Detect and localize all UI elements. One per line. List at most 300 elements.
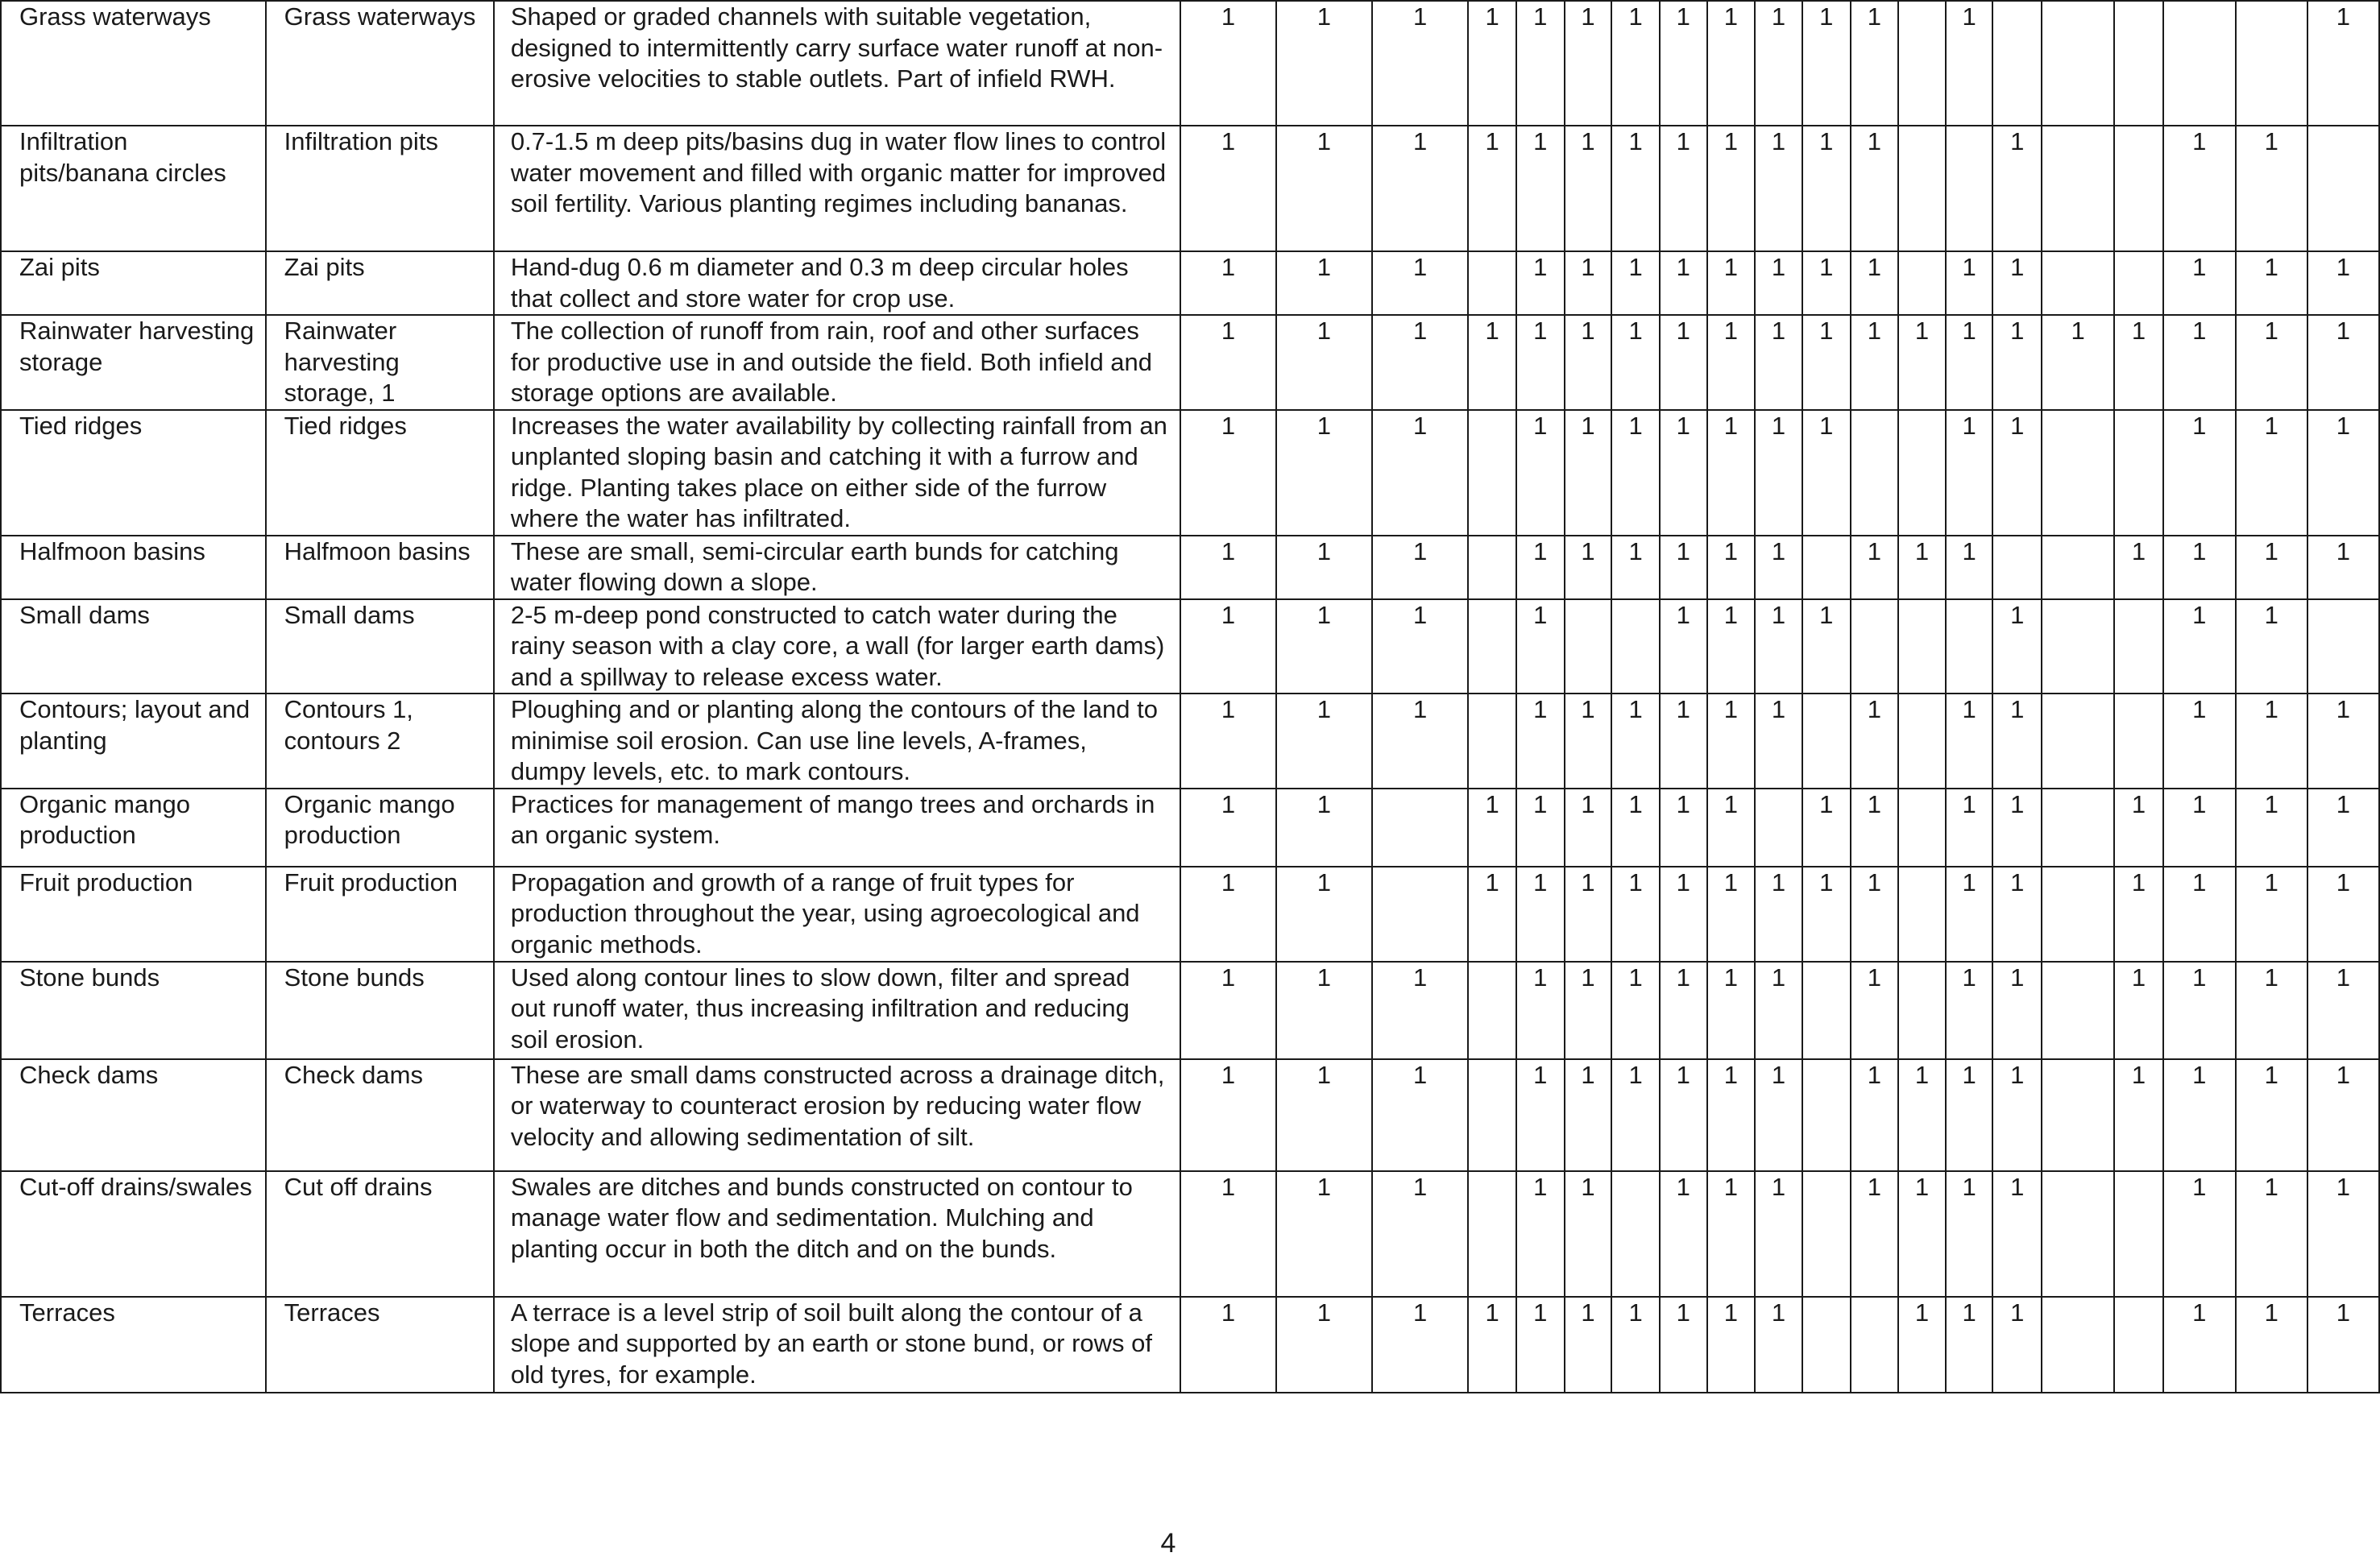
mark-cell [2042, 1171, 2114, 1297]
mark-cell: 1 [1180, 1, 1275, 126]
practice-name-cell: Stone bunds [1, 962, 266, 1059]
mark-cell: 1 [1516, 599, 1565, 694]
mark-cell: 1 [1565, 1297, 1612, 1393]
practice-name-cell: Check dams [1, 1059, 266, 1171]
table-row [1, 1, 2379, 126]
mark-cell: 1 [1180, 962, 1275, 1059]
mark-cell: 1 [1276, 1297, 1372, 1393]
mark-cell: 1 [1755, 536, 1802, 599]
mark-cell: 1 [1516, 789, 1565, 867]
mark-cell [2114, 126, 2163, 251]
mark-cell: 1 [1468, 126, 1516, 251]
mark-cell [1611, 599, 1660, 694]
mark-cell [1565, 599, 1612, 694]
mark-cell [1611, 1171, 1660, 1297]
mark-cell: 1 [1707, 410, 1756, 536]
mark-cell: 1 [1372, 251, 1468, 315]
mark-cell: 1 [1468, 789, 1516, 867]
mark-cell [1468, 599, 1516, 694]
mark-cell [1468, 1059, 1516, 1171]
mark-cell: 1 [1611, 126, 1660, 251]
mark-cell: 1 [1851, 1171, 1899, 1297]
mark-cell: 1 [2236, 1297, 2307, 1393]
mark-cell: 1 [1992, 962, 2042, 1059]
mark-cell: 1 [1946, 1, 1993, 126]
mark-cell: 1 [1660, 694, 1707, 789]
practice-description-cell: Ploughing and or planting along the contours of the land to minimise soil erosion. Can use line levels, A-frames, dumpy levels, etc. to mark contours. [494, 694, 1181, 789]
mark-cell: 1 [1802, 1, 1851, 126]
mark-cell: 1 [1611, 1, 1660, 126]
mark-cell: 1 [1992, 789, 2042, 867]
mark-cell [2042, 1, 2114, 126]
mark-cell [1372, 867, 1468, 962]
mark-cell [2114, 1297, 2163, 1393]
mark-cell: 1 [1660, 1, 1707, 126]
mark-cell: 1 [1611, 694, 1660, 789]
mark-cell: 1 [1516, 315, 1565, 410]
practice-description-cell: 2-5 m-deep pond constructed to catch water during the rainy season with a clay core, a wall (for larger earth dams) and a spillway to release excess water. [494, 599, 1181, 694]
mark-cell: 1 [1851, 962, 1899, 1059]
practice-description-cell: Hand-dug 0.6 m diameter and 0.3 m deep circular holes that collect and store water for crop use. [494, 251, 1181, 315]
mark-cell [2114, 1, 2163, 126]
mark-cell [1946, 126, 1993, 251]
mark-cell: 1 [1516, 126, 1565, 251]
mark-cell [1468, 962, 1516, 1059]
mark-cell: 1 [1276, 315, 1372, 410]
practice-description-cell: These are small, semi-circular earth bunds for catching water flowing down a slope. [494, 536, 1181, 599]
mark-cell: 1 [1660, 962, 1707, 1059]
mark-cell [2163, 1, 2236, 126]
mark-cell: 1 [2307, 1059, 2379, 1171]
mark-cell: 1 [1755, 867, 1802, 962]
mark-cell [1802, 962, 1851, 1059]
mark-cell [2114, 599, 2163, 694]
mark-cell: 1 [1565, 867, 1612, 962]
mark-cell: 1 [1611, 410, 1660, 536]
mark-cell [1802, 1171, 1851, 1297]
practice-description-cell: Propagation and growth of a range of fruit types for production throughout the year, using agroecological and organic methods. [494, 867, 1181, 962]
mark-cell [2307, 599, 2379, 694]
mark-cell: 1 [1565, 536, 1612, 599]
mark-cell: 1 [1180, 1297, 1275, 1393]
mark-cell: 1 [2163, 789, 2236, 867]
mark-cell: 1 [2163, 1297, 2236, 1393]
mark-cell: 1 [1707, 789, 1756, 867]
mark-cell [1898, 1, 1946, 126]
practice-name-cell: Terraces [1, 1297, 266, 1393]
mark-cell: 1 [1180, 536, 1275, 599]
table-row [1, 251, 2379, 315]
mark-cell: 1 [2307, 536, 2379, 599]
mark-cell: 1 [1898, 315, 1946, 410]
mark-cell: 1 [1565, 1059, 1612, 1171]
mark-cell [2236, 1, 2307, 126]
mark-cell: 1 [1372, 410, 1468, 536]
mark-cell: 1 [1516, 1297, 1565, 1393]
mark-cell: 1 [1468, 1297, 1516, 1393]
mark-cell: 1 [1707, 962, 1756, 1059]
mark-cell: 1 [1276, 867, 1372, 962]
mark-cell: 1 [1180, 599, 1275, 694]
mark-cell: 1 [2236, 694, 2307, 789]
mark-cell [1468, 694, 1516, 789]
mark-cell: 1 [1802, 789, 1851, 867]
mark-cell: 1 [1180, 694, 1275, 789]
practice-name-cell: Organic mango production [1, 789, 266, 867]
mark-cell: 1 [1802, 251, 1851, 315]
mark-cell: 1 [2307, 1171, 2379, 1297]
practice-short-name-cell: Stone bunds [266, 962, 494, 1059]
mark-cell: 1 [2163, 694, 2236, 789]
mark-cell: 1 [1372, 962, 1468, 1059]
practice-short-name-cell: Infiltration pits [266, 126, 494, 251]
mark-cell: 1 [2307, 867, 2379, 962]
mark-cell: 1 [1660, 1059, 1707, 1171]
mark-cell: 1 [2236, 599, 2307, 694]
mark-cell: 1 [1755, 694, 1802, 789]
mark-cell: 1 [1851, 694, 1899, 789]
table-row [1, 1171, 2379, 1297]
mark-cell [2114, 251, 2163, 315]
practice-short-name-cell: Small dams [266, 599, 494, 694]
mark-cell [2307, 126, 2379, 251]
mark-cell: 1 [1660, 315, 1707, 410]
mark-cell [1468, 1171, 1516, 1297]
mark-cell: 1 [1276, 599, 1372, 694]
mark-cell: 1 [2163, 410, 2236, 536]
mark-cell [2114, 694, 2163, 789]
table-row [1, 789, 2379, 867]
mark-cell: 1 [1802, 315, 1851, 410]
practice-description-cell: Swales are ditches and bunds constructed on contour to manage water flow and sedimentation. Mulching and planting occur in both the ditch and on the bunds. [494, 1171, 1181, 1297]
mark-cell: 1 [1611, 1297, 1660, 1393]
mark-cell: 1 [1611, 315, 1660, 410]
mark-cell: 1 [1372, 599, 1468, 694]
mark-cell [1946, 599, 1993, 694]
mark-cell: 1 [1851, 315, 1899, 410]
mark-cell: 1 [1898, 536, 1946, 599]
mark-cell: 1 [2307, 694, 2379, 789]
mark-cell: 1 [1180, 1171, 1275, 1297]
practice-description-cell: Used along contour lines to slow down, filter and spread out runoff water, thus increasing infiltration and reducing soil erosion. [494, 962, 1181, 1059]
practice-short-name-cell: Contours 1, contours 2 [266, 694, 494, 789]
mark-cell: 1 [1898, 1059, 1946, 1171]
mark-cell: 1 [1898, 1171, 1946, 1297]
practice-short-name-cell: Fruit production [266, 867, 494, 962]
mark-cell: 1 [1755, 1297, 1802, 1393]
mark-cell: 1 [1851, 536, 1899, 599]
mark-cell: 1 [2307, 315, 2379, 410]
mark-cell: 1 [1707, 1171, 1756, 1297]
mark-cell: 1 [1372, 315, 1468, 410]
mark-cell [1898, 962, 1946, 1059]
mark-cell: 1 [1660, 251, 1707, 315]
mark-cell: 1 [1707, 126, 1756, 251]
mark-cell: 1 [1851, 789, 1899, 867]
mark-cell: 1 [1516, 694, 1565, 789]
mark-cell: 1 [1992, 410, 2042, 536]
mark-cell [1992, 1, 2042, 126]
mark-cell: 1 [1755, 315, 1802, 410]
mark-cell: 1 [2236, 536, 2307, 599]
mark-cell: 1 [1180, 867, 1275, 962]
mark-cell: 1 [2163, 867, 2236, 962]
mark-cell: 1 [1946, 694, 1993, 789]
practice-short-name-cell: Grass waterways [266, 1, 494, 126]
mark-cell [1755, 789, 1802, 867]
mark-cell: 1 [1802, 599, 1851, 694]
mark-cell: 1 [1992, 867, 2042, 962]
mark-cell: 1 [1992, 1297, 2042, 1393]
mark-cell: 1 [1565, 1, 1612, 126]
mark-cell: 1 [1851, 251, 1899, 315]
mark-cell: 1 [1611, 1059, 1660, 1171]
practice-name-cell: Tied ridges [1, 410, 266, 536]
mark-cell: 1 [1468, 867, 1516, 962]
mark-cell: 1 [1946, 1059, 1993, 1171]
practice-short-name-cell: Cut off drains [266, 1171, 494, 1297]
mark-cell [2114, 410, 2163, 536]
mark-cell: 1 [1565, 126, 1612, 251]
mark-cell [2042, 1059, 2114, 1171]
mark-cell: 1 [1516, 962, 1565, 1059]
mark-cell [1802, 1059, 1851, 1171]
mark-cell: 1 [1992, 251, 2042, 315]
mark-cell: 1 [1946, 1171, 1993, 1297]
mark-cell: 1 [1276, 694, 1372, 789]
mark-cell: 1 [1755, 126, 1802, 251]
mark-cell: 1 [1180, 315, 1275, 410]
table-row [1, 536, 2379, 599]
practice-short-name-cell: Tied ridges [266, 410, 494, 536]
mark-cell: 1 [1565, 962, 1612, 1059]
practice-short-name-cell: Zai pits [266, 251, 494, 315]
mark-cell: 1 [2236, 867, 2307, 962]
mark-cell: 1 [2236, 126, 2307, 251]
mark-cell: 1 [2163, 1059, 2236, 1171]
mark-cell [1468, 536, 1516, 599]
mark-cell: 1 [1946, 962, 1993, 1059]
mark-cell: 1 [1755, 410, 1802, 536]
mark-cell: 1 [1707, 315, 1756, 410]
mark-cell [2114, 1171, 2163, 1297]
mark-cell: 1 [1946, 1297, 1993, 1393]
practice-name-cell: Zai pits [1, 251, 266, 315]
mark-cell: 1 [2236, 789, 2307, 867]
mark-cell: 1 [1946, 536, 1993, 599]
mark-cell: 1 [1180, 789, 1275, 867]
mark-cell: 1 [1707, 536, 1756, 599]
table-row [1, 126, 2379, 251]
mark-cell: 1 [1276, 789, 1372, 867]
mark-cell: 1 [1372, 1171, 1468, 1297]
mark-cell: 1 [1660, 410, 1707, 536]
mark-cell: 1 [1802, 410, 1851, 536]
mark-cell: 1 [1707, 694, 1756, 789]
mark-cell [2042, 789, 2114, 867]
mark-cell [1898, 599, 1946, 694]
mark-cell: 1 [2236, 410, 2307, 536]
practice-description-cell: The collection of runoff from rain, roof and other surfaces for productive use in and outside the field. Both infield and storage options are available. [494, 315, 1181, 410]
mark-cell: 1 [1660, 126, 1707, 251]
practice-short-name-cell: Check dams [266, 1059, 494, 1171]
mark-cell: 1 [1851, 1059, 1899, 1171]
mark-cell: 1 [1180, 126, 1275, 251]
mark-cell [1802, 1297, 1851, 1393]
mark-cell [1898, 410, 1946, 536]
mark-cell: 1 [1372, 1297, 1468, 1393]
mark-cell: 1 [1898, 1297, 1946, 1393]
mark-cell: 1 [1946, 251, 1993, 315]
mark-cell: 1 [1516, 251, 1565, 315]
mark-cell: 1 [1276, 251, 1372, 315]
mark-cell: 1 [2307, 410, 2379, 536]
mark-cell: 1 [1516, 1059, 1565, 1171]
mark-cell [1992, 536, 2042, 599]
mark-cell: 1 [2114, 789, 2163, 867]
practice-name-cell: Infiltration pits/banana circles [1, 126, 266, 251]
mark-cell: 1 [2307, 1, 2379, 126]
practice-short-name-cell: Organic mango production [266, 789, 494, 867]
practice-name-cell: Small dams [1, 599, 266, 694]
mark-cell: 1 [2307, 251, 2379, 315]
mark-cell: 1 [1611, 251, 1660, 315]
mark-cell: 1 [1755, 251, 1802, 315]
mark-cell: 1 [1755, 962, 1802, 1059]
mark-cell: 1 [1992, 126, 2042, 251]
mark-cell: 1 [1516, 536, 1565, 599]
mark-cell [1372, 789, 1468, 867]
mark-cell: 1 [2163, 1171, 2236, 1297]
mark-cell: 1 [1660, 1171, 1707, 1297]
mark-cell: 1 [2042, 315, 2114, 410]
table-row [1, 315, 2379, 410]
mark-cell: 1 [1660, 599, 1707, 694]
mark-cell: 1 [1992, 1171, 2042, 1297]
mark-cell: 1 [1851, 1, 1899, 126]
mark-cell: 1 [1707, 867, 1756, 962]
table-row [1, 867, 2379, 962]
mark-cell: 1 [1565, 694, 1612, 789]
mark-cell: 1 [1946, 315, 1993, 410]
mark-cell [1898, 789, 1946, 867]
practice-description-cell: 0.7-1.5 m deep pits/basins dug in water flow lines to control water movement and filled with organic matter for improved soil fertility. Various planting regimes including bananas. [494, 126, 1181, 251]
mark-cell [2042, 599, 2114, 694]
mark-cell [1898, 251, 1946, 315]
mark-cell: 1 [1755, 1171, 1802, 1297]
mark-cell [1898, 694, 1946, 789]
mark-cell: 1 [1946, 867, 1993, 962]
mark-cell [2042, 126, 2114, 251]
table-row [1, 962, 2379, 1059]
mark-cell: 1 [1755, 1, 1802, 126]
mark-cell: 1 [1565, 315, 1612, 410]
mark-cell: 1 [2236, 251, 2307, 315]
mark-cell: 1 [1516, 1171, 1565, 1297]
mark-cell: 1 [2163, 536, 2236, 599]
mark-cell: 1 [1660, 1297, 1707, 1393]
mark-cell: 1 [1660, 789, 1707, 867]
mark-cell: 1 [2307, 789, 2379, 867]
mark-cell: 1 [2236, 315, 2307, 410]
practice-description-cell: Increases the water availability by collecting rainfall from an unplanted sloping basin and catching it with a furrow and ridge. Planting takes place on either side of the furrow where the water has infiltrated. [494, 410, 1181, 536]
mark-cell: 1 [1276, 410, 1372, 536]
mark-cell [1468, 251, 1516, 315]
table-row [1, 410, 2379, 536]
mark-cell: 1 [2163, 315, 2236, 410]
mark-cell: 1 [1276, 536, 1372, 599]
mark-cell: 1 [2163, 251, 2236, 315]
mark-cell: 1 [1180, 251, 1275, 315]
table-row [1, 1059, 2379, 1171]
mark-cell: 1 [1707, 1059, 1756, 1171]
mark-cell: 1 [1707, 1, 1756, 126]
mark-cell: 1 [1611, 962, 1660, 1059]
practice-name-cell: Fruit production [1, 867, 266, 962]
mark-cell: 1 [2163, 599, 2236, 694]
mark-cell: 1 [1707, 599, 1756, 694]
mark-cell: 1 [1372, 126, 1468, 251]
mark-cell: 1 [1611, 867, 1660, 962]
practice-description-cell: A terrace is a level strip of soil built along the contour of a slope and supported by an earth or stone bund, or rows of old tyres, for example. [494, 1297, 1181, 1393]
practice-description-cell: Practices for management of mango trees and orchards in an organic system. [494, 789, 1181, 867]
mark-cell: 1 [1180, 1059, 1275, 1171]
practice-short-name-cell: Halfmoon basins [266, 536, 494, 599]
mark-cell: 1 [1802, 867, 1851, 962]
mark-cell: 1 [2114, 867, 2163, 962]
practice-short-name-cell: Rainwater harvesting storage, 1 [266, 315, 494, 410]
table-row [1, 599, 2379, 694]
mark-cell [1802, 694, 1851, 789]
mark-cell: 1 [1851, 126, 1899, 251]
mark-cell [2042, 962, 2114, 1059]
mark-cell [2042, 251, 2114, 315]
table-row [1, 694, 2379, 789]
mark-cell: 1 [2307, 1297, 2379, 1393]
mark-cell: 1 [1992, 694, 2042, 789]
mark-cell: 1 [1660, 536, 1707, 599]
practice-description-cell: Shaped or graded channels with suitable vegetation, designed to intermittently carry surface water runoff at non-erosive velocities to stable outlets. Part of infield RWH. [494, 1, 1181, 126]
mark-cell [1898, 867, 1946, 962]
mark-cell: 1 [1611, 536, 1660, 599]
table-row [1, 1297, 2379, 1393]
mark-cell [1898, 126, 1946, 251]
mark-cell: 1 [2114, 315, 2163, 410]
mark-cell: 1 [2307, 962, 2379, 1059]
mark-cell: 1 [2163, 126, 2236, 251]
mark-cell: 1 [1276, 126, 1372, 251]
mark-cell: 1 [2114, 536, 2163, 599]
mark-cell: 1 [1946, 410, 1993, 536]
mark-cell: 1 [1992, 315, 2042, 410]
mark-cell [2042, 536, 2114, 599]
mark-cell: 1 [2236, 1059, 2307, 1171]
mark-cell [1851, 1297, 1899, 1393]
practice-name-cell: Cut-off drains/swales [1, 1171, 266, 1297]
mark-cell [2042, 867, 2114, 962]
mark-cell [1851, 410, 1899, 536]
mark-cell: 1 [1372, 536, 1468, 599]
practice-name-cell: Halfmoon basins [1, 536, 266, 599]
mark-cell: 1 [1276, 1, 1372, 126]
mark-cell: 1 [1755, 1059, 1802, 1171]
mark-cell: 1 [1180, 410, 1275, 536]
mark-cell: 1 [1468, 1, 1516, 126]
mark-cell: 1 [1468, 315, 1516, 410]
mark-cell: 1 [1946, 789, 1993, 867]
mark-cell: 1 [1276, 1059, 1372, 1171]
practice-name-cell: Grass waterways [1, 1, 266, 126]
